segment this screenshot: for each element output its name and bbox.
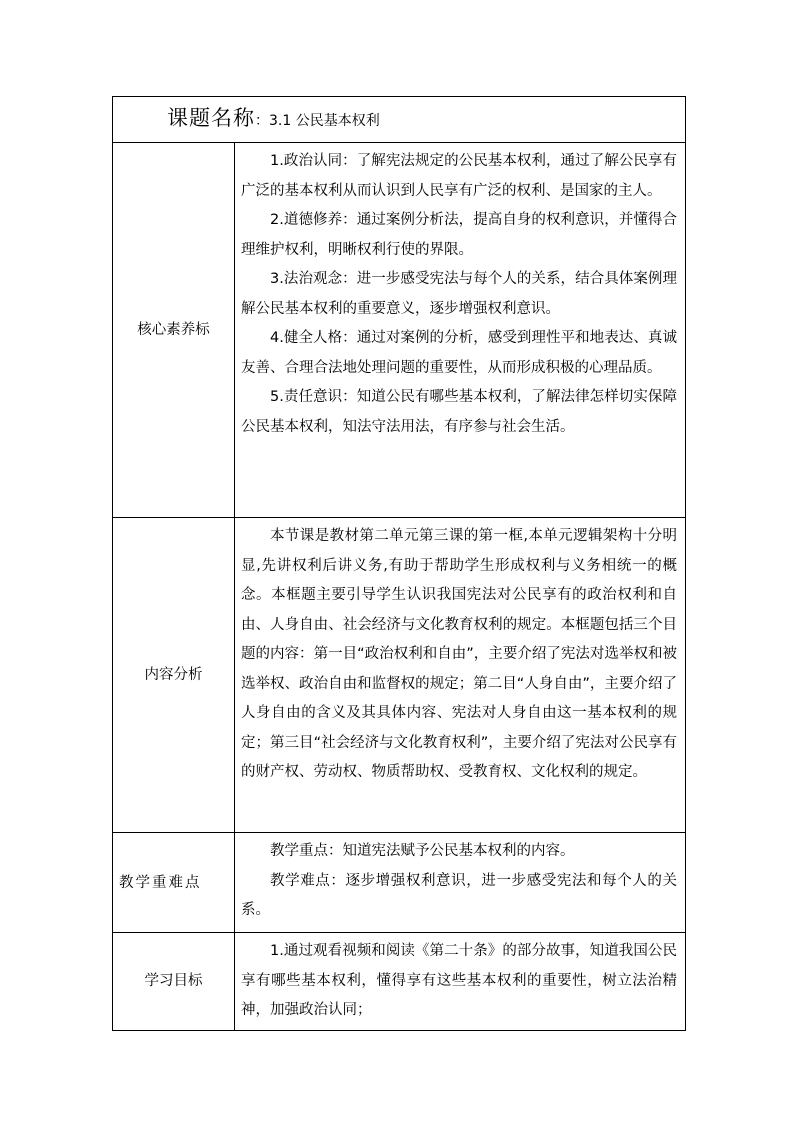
row-label-core-literacy: 核心素养标 bbox=[137, 322, 210, 338]
row-learning-goals bbox=[113, 933, 686, 1031]
row-core-literacy bbox=[113, 143, 686, 518]
row-label-learning-goals: 学习目标 bbox=[144, 973, 203, 990]
label-cell-learning-goals bbox=[113, 933, 235, 1031]
core-literacy-item-4: 4.健全人格：通过对案例的分析，感受到理性平和地表达、真诚友善、合理合法地处理问题的重要性，从而形成积极的心理品质。 bbox=[241, 330, 677, 376]
key-point-focus: 教学重点：知道宪法赋予公民基本权利的内容。 bbox=[270, 843, 575, 859]
content-analysis-text: 本节课是教材第二单元第三课的第一框,本单元逻辑架构十分明显,先讲权利后讲义务,有助于帮助学生形成权利与义务相统一的概念。本框题主要引导学生认识我国宪法对公民享有的政治权利和自由、人身自由、社会经济与文化教育权利的规定。本框题包括三个目题的内容：第一目“政治权利和自由”，主要介绍了宪法对选举权和被选举权、政治自由和监督权的规定；第二目“人身自由”，主要介绍了人身自由的含义及其具体内容、宪法对人身自由这一基本权利的规定；第三目“社会经济与文化教育权利”，主要介绍了宪法对公民享有的财产权、劳动权、物质帮助权、受教育权、文化权利的规定。 bbox=[241, 528, 677, 780]
content-cell-learning-goals bbox=[235, 933, 686, 1031]
content-cell-core-literacy bbox=[235, 143, 686, 518]
key-point-difficulty: 教学难点：逐步增强权利意识，进一步感受宪法和每个人的关系。 bbox=[241, 872, 677, 918]
core-literacy-item-3: 3.法治观念：进一步感受宪法与每个人的关系，结合具体案例理解公民基本权利的重要意义，逐步增强权利意识。 bbox=[241, 271, 677, 317]
learning-goal-item-1: 1.通过观看视频和阅读《第二十条》的部分故事，知道我国公民享有哪些基本权利，懂得享有这些基本权利的重要性，树立法治精神，加强政治认同； bbox=[241, 943, 677, 1018]
lesson-plan-table bbox=[112, 96, 686, 1031]
title-row bbox=[113, 97, 686, 143]
content-cell-key-points bbox=[235, 833, 686, 933]
row-key-points bbox=[113, 833, 686, 933]
label-cell-key-points bbox=[113, 833, 235, 933]
label-cell-content-analysis bbox=[113, 518, 235, 833]
title-colon: ： bbox=[255, 113, 269, 129]
title-label: 课题名称 bbox=[167, 106, 255, 130]
lesson-title bbox=[113, 97, 685, 142]
title-cell bbox=[113, 97, 686, 143]
label-cell-core-literacy bbox=[113, 143, 235, 518]
core-literacy-item-2: 2.道德修养：通过案例分析法，提高自身的权利意识，并懂得合理维护权利，明晰权利行使的界限。 bbox=[241, 212, 677, 258]
core-literacy-item-5: 5.责任意识：知道公民有哪些基本权利，了解法律怎样切实保障公民基本权利，知法守法用法，有序参与社会生活。 bbox=[241, 389, 677, 435]
row-content-analysis bbox=[113, 518, 686, 833]
content-cell-content-analysis bbox=[235, 518, 686, 833]
row-label-content-analysis: 内容分析 bbox=[144, 667, 203, 683]
row-label-key-points: 教学重难点 bbox=[119, 874, 202, 891]
core-literacy-item-1: 1.政治认同：了解宪法规定的公民基本权利，通过了解公民享有广泛的基本权利从而认识到人民享有广泛的权利、是国家的主人。 bbox=[241, 153, 677, 199]
title-value: 3.1 公民基本权利 bbox=[269, 113, 380, 129]
